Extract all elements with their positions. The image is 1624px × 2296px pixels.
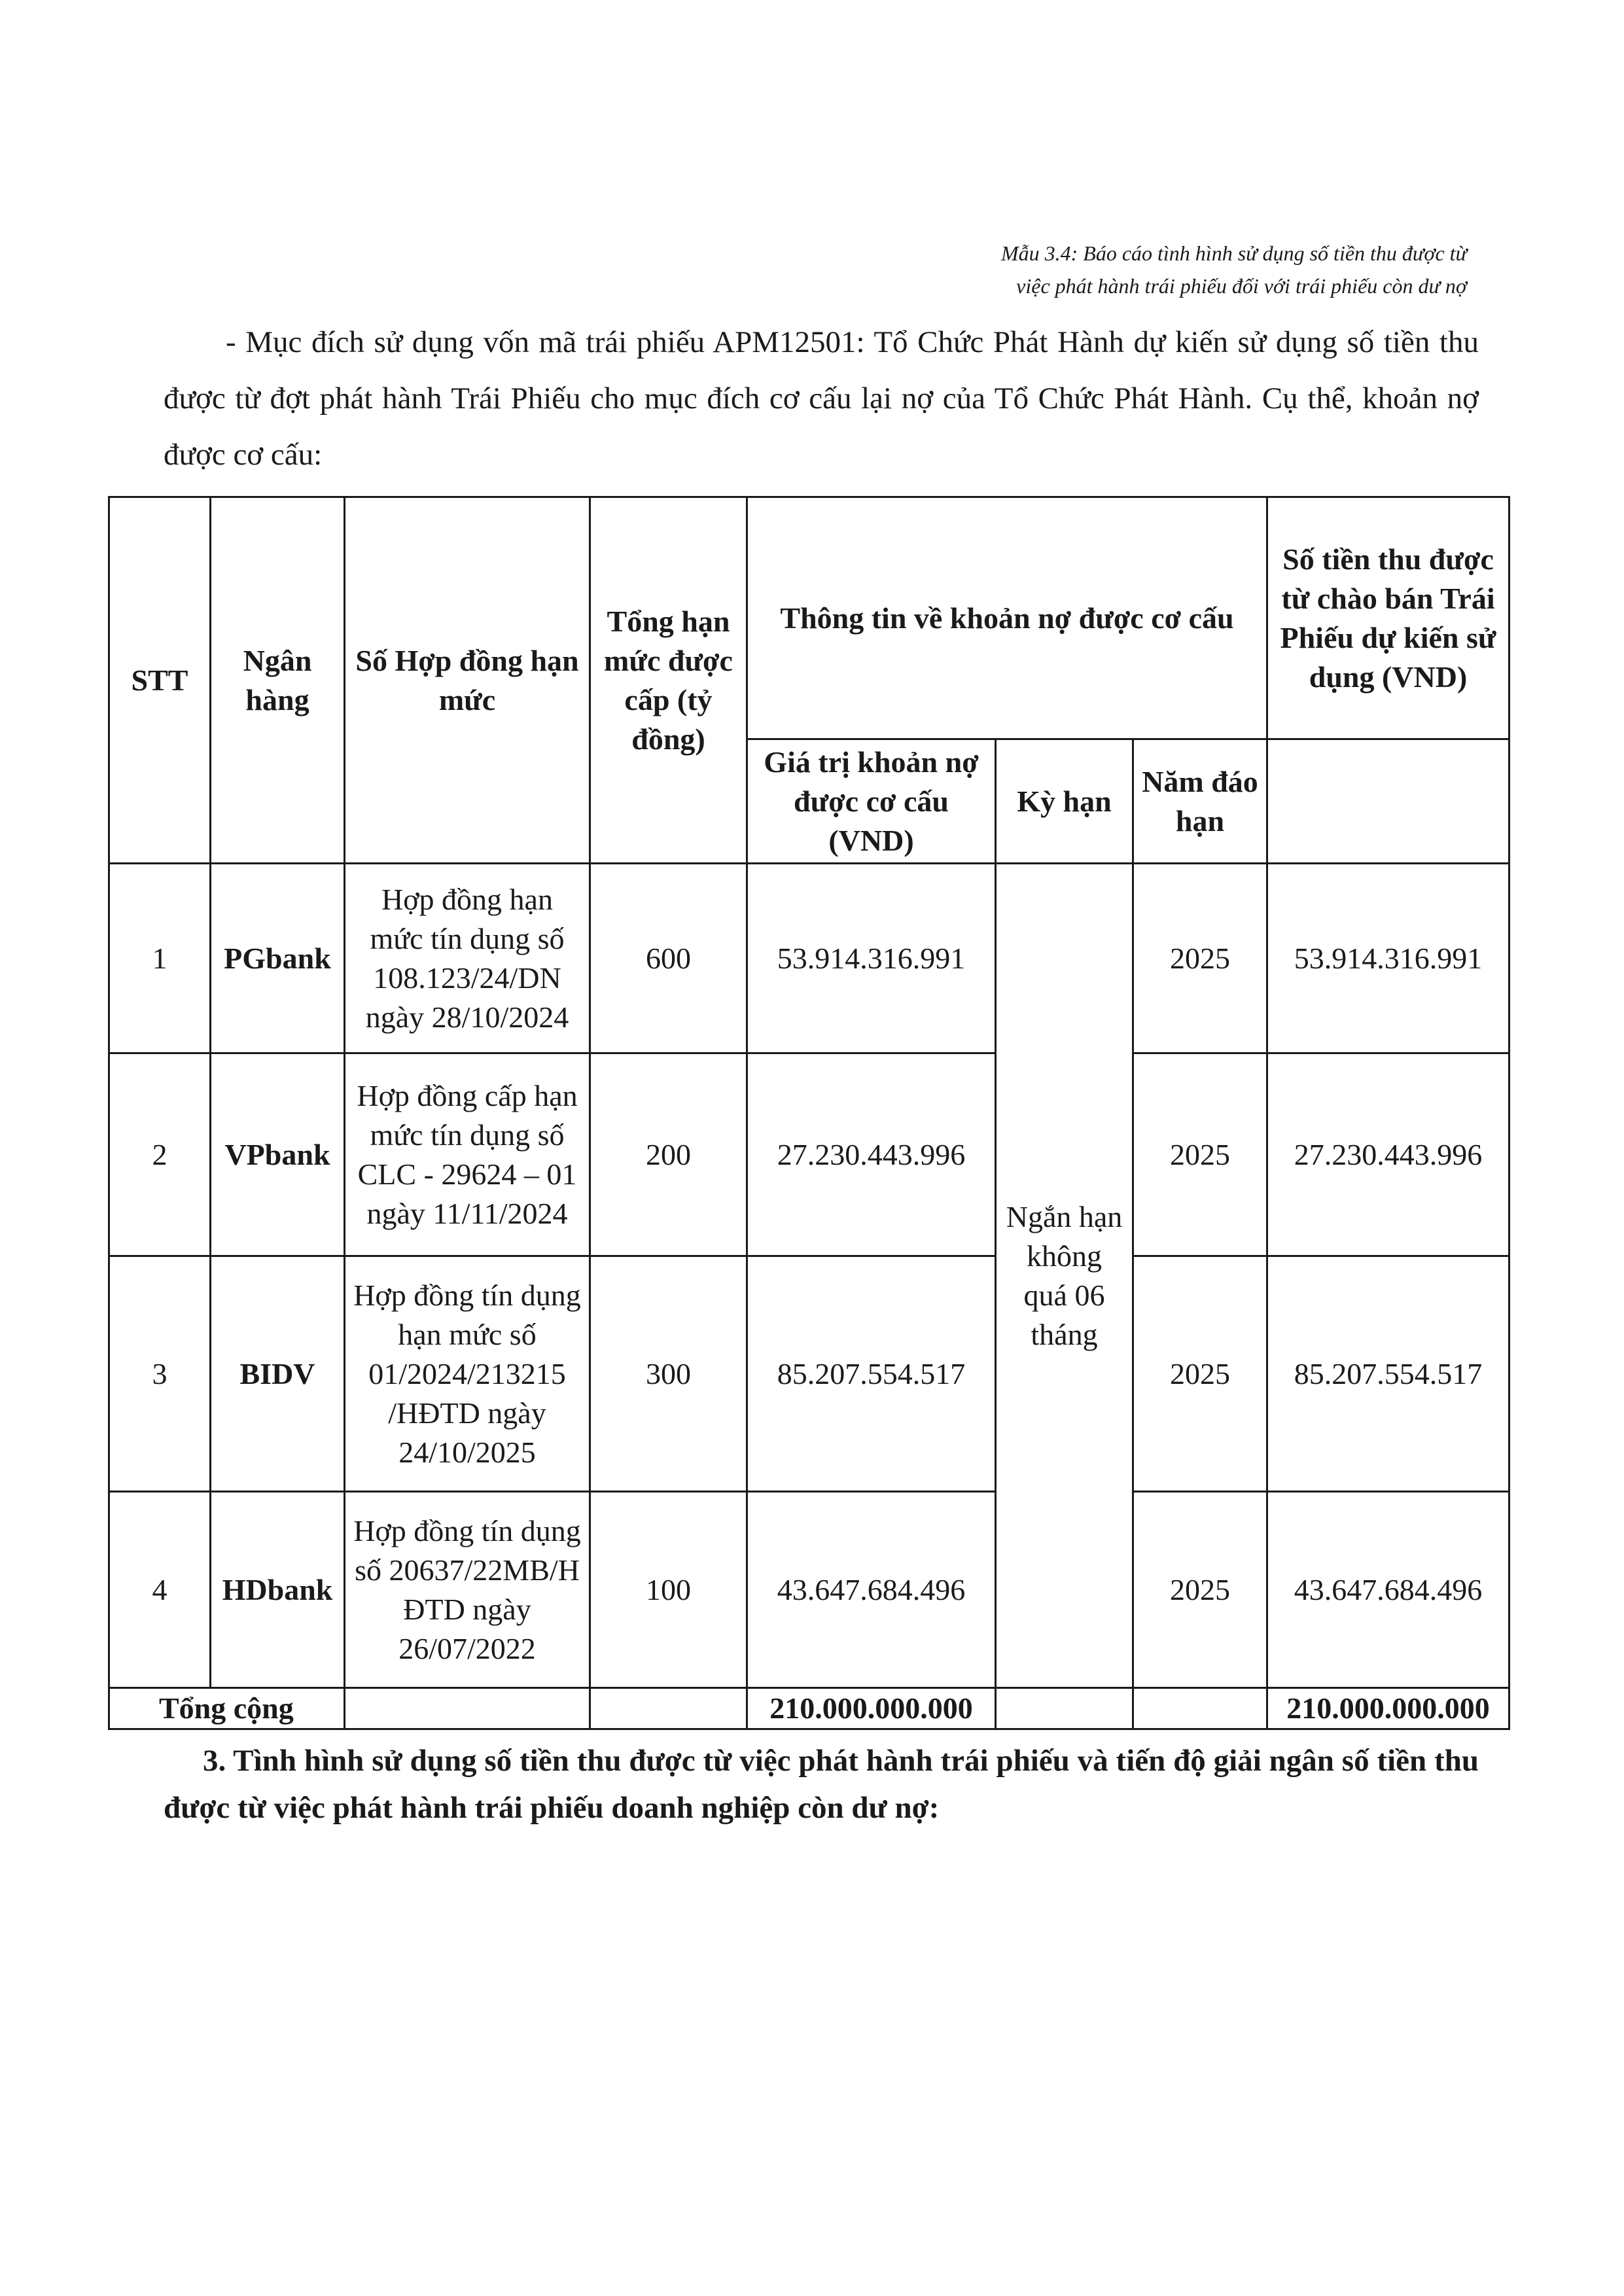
row-proceeds: 53.914.316.991 — [1267, 864, 1509, 1053]
table-header-row — [109, 497, 1509, 739]
row-debt-value: 85.207.554.517 — [747, 1256, 996, 1492]
debt-restructuring-table — [108, 496, 1510, 1730]
row-stt: 3 — [109, 1256, 211, 1492]
table-row — [109, 1256, 1509, 1492]
row-stt: 2 — [109, 1053, 211, 1256]
row-limit: 600 — [590, 864, 747, 1053]
header-proceeds: Số tiền thu được từ chào bán Trái Phiếu dự kiến sử dụng (VND) — [1267, 497, 1509, 739]
row-stt: 1 — [109, 864, 211, 1053]
table-row — [109, 1053, 1509, 1256]
total-label: Tổng cộng — [109, 1688, 345, 1729]
header-debt-info: Thông tin về khoản nợ được cơ cấu — [747, 497, 1267, 739]
row-bank: HDbank — [211, 1492, 345, 1688]
row-contract: Hợp đồng cấp hạn mức tín dụng số CLC - 29624 – 01 ngày 11/11/2024 — [345, 1053, 590, 1256]
row-maturity-year: 2025 — [1133, 1492, 1267, 1688]
row-maturity-year: 2025 — [1133, 864, 1267, 1053]
header-term: Kỳ hạn — [996, 739, 1133, 864]
header-stt: STT — [109, 497, 211, 864]
row-maturity-year: 2025 — [1133, 1256, 1267, 1492]
table-row — [109, 1492, 1509, 1688]
row-bank: VPbank — [211, 1053, 345, 1256]
section-3-heading — [164, 1737, 1479, 1831]
row-proceeds: 27.230.443.996 — [1267, 1053, 1509, 1256]
total-empty-cell — [345, 1688, 590, 1729]
total-empty-cell — [1133, 1688, 1267, 1729]
header-bank: Ngân hàng — [211, 497, 345, 864]
row-proceeds: 85.207.554.517 — [1267, 1256, 1509, 1492]
header-maturity-year: Năm đáo hạn — [1133, 739, 1267, 864]
row-stt: 4 — [109, 1492, 211, 1688]
section-3-heading-text: 3. Tình hình sử dụng số tiền thu được từ việc phát hành trái phiếu và tiến độ giải ngân số tiền thu được từ việc phát hành trái phiếu doanh nghiệp còn dư nợ: — [164, 1744, 1479, 1825]
row-contract: Hợp đồng tín dụng số 20637/22MB/H ĐTD ngày 26/07/2022 — [345, 1492, 590, 1688]
total-proceeds: 210.000.000.000 — [1267, 1688, 1509, 1729]
total-empty-cell — [996, 1688, 1133, 1729]
row-limit: 100 — [590, 1492, 747, 1688]
row-debt-value: 43.647.684.496 — [747, 1492, 996, 1688]
total-debt-value: 210.000.000.000 — [747, 1688, 996, 1729]
form-caption-line-1: Mẫu 3.4: Báo cáo tình hình sử dụng số tiền thu được từ — [1000, 241, 1467, 265]
row-limit: 300 — [590, 1256, 747, 1492]
row-debt-value: 27.230.443.996 — [747, 1053, 996, 1256]
row-bank: PGbank — [211, 864, 345, 1053]
header-proceeds-spacer — [1267, 739, 1509, 864]
intro-text: - Mục đích sử dụng vốn mã trái phiếu APM12501: Tổ Chức Phát Hành dự kiến sử dụng số tiền thu được từ đợt phát hành Trái Phiếu cho mục đích cơ cấu lại nợ của Tổ Chức Phát Hành. Cụ thể, khoản nợ được cơ cấu: — [164, 325, 1479, 472]
form-caption — [813, 237, 1467, 302]
form-caption-line-2: việc phát hành trái phiếu đối với trái phiếu còn dư nợ — [1016, 274, 1467, 298]
row-proceeds: 43.647.684.496 — [1267, 1492, 1509, 1688]
shared-term-cell: Ngắn hạn không quá 06 tháng — [996, 864, 1133, 1688]
row-debt-value: 53.914.316.991 — [747, 864, 996, 1053]
header-contract: Số Hợp đồng hạn mức — [345, 497, 590, 864]
row-limit: 200 — [590, 1053, 747, 1256]
row-contract: Hợp đồng tín dụng hạn mức số 01/2024/213215 /HĐTD ngày 24/10/2025 — [345, 1256, 590, 1492]
total-empty-cell — [590, 1688, 747, 1729]
row-maturity-year: 2025 — [1133, 1053, 1267, 1256]
intro-paragraph — [164, 314, 1479, 483]
header-limit: Tổng hạn mức được cấp (tỷ đồng) — [590, 497, 747, 864]
total-row — [109, 1688, 1509, 1729]
row-contract: Hợp đồng hạn mức tín dụng số 108.123/24/DN ngày 28/10/2024 — [345, 864, 590, 1053]
table-row — [109, 864, 1509, 1053]
row-bank: BIDV — [211, 1256, 345, 1492]
header-debt-value: Giá trị khoản nợ được cơ cấu (VND) — [747, 739, 996, 864]
